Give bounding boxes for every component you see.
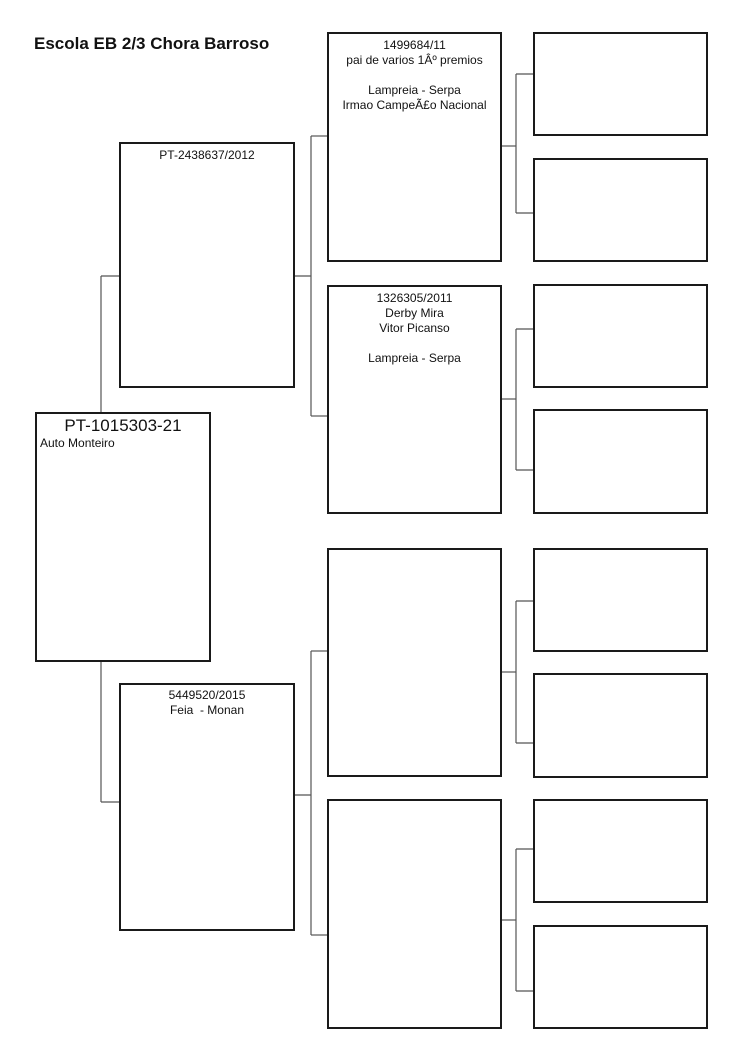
sire-sire-line3: Irmao CampeÃ£o Nacional bbox=[342, 98, 487, 112]
subject-id: PT-1015303-21 bbox=[64, 416, 182, 435]
great-grandparent-box-4 bbox=[533, 409, 708, 514]
sire-sire-id: 1499684/11 bbox=[383, 38, 446, 52]
dam-box bbox=[119, 683, 295, 931]
great-grandparent-box-1 bbox=[533, 32, 708, 136]
great-grandparent-box-3 bbox=[533, 284, 708, 388]
great-grandparent-box-7 bbox=[533, 799, 708, 903]
sire-dam-box bbox=[327, 285, 502, 514]
page-title: Escola EB 2/3 Chora Barroso bbox=[34, 34, 270, 53]
sire-sire-line1: pai de varios 1Âº premios bbox=[346, 53, 483, 67]
dam-dam-box bbox=[327, 799, 502, 1029]
subject-name: Auto Monteiro bbox=[40, 436, 115, 450]
great-grandparent-box-5 bbox=[533, 548, 708, 652]
dam-id: 5449520/2015 bbox=[168, 688, 246, 702]
great-grandparent-box-2 bbox=[533, 158, 708, 262]
sire-box bbox=[119, 142, 295, 388]
dam-sire-box bbox=[327, 548, 502, 777]
dam-name: Feia - Monan bbox=[169, 703, 245, 717]
sire-dam-line3: Lampreia - Serpa bbox=[368, 351, 461, 365]
subject-box bbox=[35, 412, 211, 662]
sire-dam-line1: Derby Mira bbox=[385, 306, 444, 320]
sire-id: PT-2438637/2012 bbox=[159, 148, 255, 162]
sire-dam-line2: Vitor Picanso bbox=[379, 321, 450, 335]
sire-sire-box bbox=[327, 32, 502, 262]
sire-dam-id: 1326305/2011 bbox=[376, 291, 453, 305]
great-grandparent-box-6 bbox=[533, 673, 708, 778]
great-grandparent-box-8 bbox=[533, 925, 708, 1029]
sire-sire-line2: Lampreia - Serpa bbox=[368, 83, 461, 97]
